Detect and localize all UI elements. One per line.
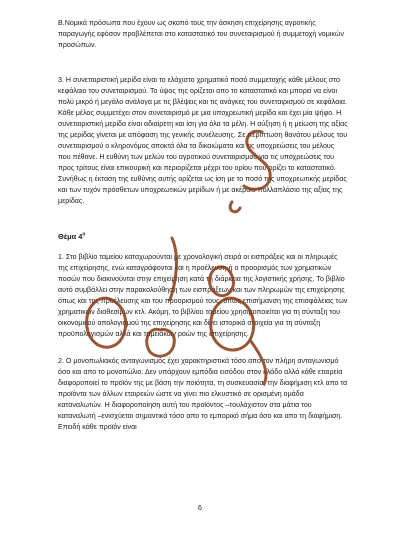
- paragraph-cash-book: 1. Στο βιβλίο ταμείου καταχωρούνται με χρονολογική σειρά οι εισπράξεις και οι πληρωμές της επιχείρησης, ενώ καταγράφονται και η προέλευση ή ο προορισμός των χρηματικών ποσών που διακινούνται στην επιχείρηση κατά τη διάρκεια της λογιστικής χρήσης. Το βιβλίο αυτό συμβάλλει στην παρακολούθηση των εισπράξεων και των πληρωμών της επιχείρησης όπως και της προέλευσης και του προορισμού τους, όπως επισήμανση της επισφάλειας των χρηματικών διαθεσίμων κτλ. Ακόμη, το βιβλίου ταμείου χρησιμοποιείται για τη σύνταξη του οικονομικού απολογισμού της επιχείρησης και δίνει ιστορικά στοιχεία για τη σύνταξη προϋπολογισμών αλλά και ταμειακών ροών της επιχείρησης.: [58, 253, 348, 338]
- heading-text: Θέμα 4: [58, 232, 83, 241]
- paragraph-cooperative-share: 3. Η συνεταιριστική μερίδα είναι το ελάχιστο χρηματικό ποσό συμμετοχής κάθε μέλους στο κεφάλαιο του συνεταιρισμού. Το ύψος της ορίζεται απο το καταστατικό και μπορεί να είναι πολύ μικρό ή μεγάλο ανάλογα με τις βλέψεις και τις ανάγκες του συνεταιρισμού σε κεφάλαια. Κάθε μέλος συμμετέχει στον συνεταιρισμό με μια υποχρεωτική μερίδα και έχει μία ψήφο. Η συνεταιριστική μερίδα είναι αδιαίρετη και ίση για όλα τα μέλη. Η αύξηση ή η μείωση της αξίας της μερίδας γίνεται με απόφαση της γενικής συνέλευσης. Σε περίπτωση θανάτου μέλους του συνεταιρισμού ο κληρονόμος αποκτά όλα τα δικαιώματα και τις υποχρεώσεις του μέλους που πέθανε. Η ευθύνη των μελών του αγροτικού συνεταιρισμού για τις υποχρεώσεις του προς τρίτους είναι επικουρική και περιορίζεται μέχρι του ορίου που ορίζει το καταστατικό. Συνήθως η έκταση της ευθύνης αυτής ορίζεται ως ίση με το ποσό της υποχρεωτικής μερίδας και των τυχόν πρόσθετων υποχρεωτικών μερίδων ή με ακέραιο πολλαπλάσιο της αξίας της μερίδας.: [58, 76, 348, 205]
- section-heading: [58, 231, 348, 242]
- heading-superscript: ο: [82, 231, 86, 238]
- page-number: 6: [198, 505, 202, 512]
- page-content: [58, 18, 348, 433]
- paragraph-monopolistic-competition: 2. Ο μονοπωλιακός ανταγωνισμός έχει χαρακτηριστικά τόσο απο τον πλήρη ανταγωνισμό όσο και απο το μονοπώλιο. Δεν υπάρχουν εμπόδια εισόδου στον κλάδο αλλά κάθε εταιρεία διαφοροποιεί το προϊόν της με βάση την ποιότητα, τη συσκευασία, την διαφήμιση κτλ απο τα προϊόντα των άλλων εταιρειών ώστε να γίνει πιο ελκυστικό σε ορισμένη ομάδα καταναλωτών. Η διαφοροποίηση αυτή του προϊόντος –τουλάχιστον στα μάτια του καταναλωτή –ενισχύεται σημαντικά τόσο απο το εμπορικό σήμα όσο και απο τη διαφήμιση. Επειδή κάθε προϊόν είναι: [58, 357, 348, 431]
- paragraph-legal-entities: Β.Νομικά πρόσωπα που έχουν ως σκοπό τους την άσκηση επιχείρησης αγροτικής παραγωγής εφόσον προβλέπεται στο καταστατικό του συνεταιρισμού ή συμμετοχή νομικών προσώπων.: [58, 19, 344, 49]
